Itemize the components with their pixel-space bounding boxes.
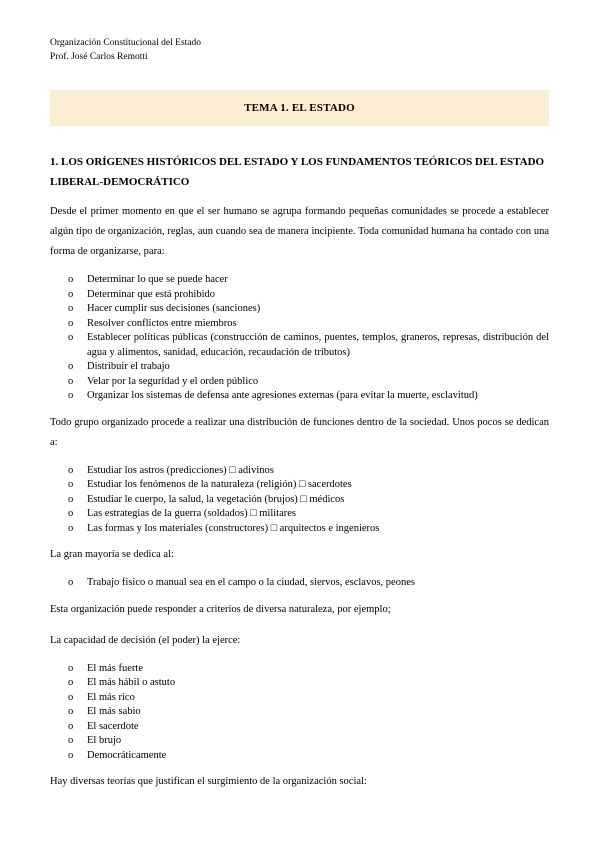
list-item [50, 576, 549, 591]
list-item-text: Velar por la seguridad y el orden público [87, 375, 259, 387]
bullet-icon: o [68, 375, 74, 387]
bullet-icon: o [68, 691, 74, 703]
list-item-text: El más sabio [87, 706, 141, 717]
list-item-text: Distribuir el trabajo [87, 361, 170, 372]
list-item [50, 734, 549, 749]
list-item [50, 478, 549, 493]
list-majority-work [50, 576, 549, 591]
list-item-text: Resolver conflictos entre miembros [87, 317, 237, 329]
list-item-text: Estudiar le cuerpo, la salud, la vegetación (brujos) □ médicos [87, 493, 345, 505]
list-item [50, 375, 549, 390]
list-item [50, 522, 549, 537]
list-functions [50, 464, 549, 537]
list-item-text: El más rico [87, 691, 135, 703]
list-item-text: Estudiar los fenómenos de la naturaleza (religión) □ sacerdotes [87, 479, 352, 490]
list-item [50, 691, 549, 706]
list-item [50, 360, 549, 375]
list-item [50, 705, 549, 720]
list-item [50, 493, 549, 508]
header-course: Organización Constitucional del Estado [50, 38, 201, 48]
bullet-icon: o [68, 288, 74, 300]
bullet-icon: o [68, 522, 74, 534]
list-item [50, 464, 549, 479]
bullet-icon: o [68, 361, 74, 372]
list-item [50, 389, 549, 404]
document-header [50, 36, 201, 64]
list-item-text: Democráticamente [87, 749, 167, 761]
bullet-icon: o [68, 390, 74, 401]
list-item-text: El brujo [87, 735, 122, 746]
bullet-icon: o [68, 706, 74, 717]
topic-title-band [50, 90, 549, 126]
list-item-text: Estudiar los astros (predicciones) □ adivinos [87, 464, 274, 476]
list-item-text: El más fuerte [87, 662, 143, 674]
list-item-text: Organizar los sistemas de defensa ante agresiones externas (para evitar la muerte, esclavitud) [87, 390, 478, 401]
bullet-icon: o [68, 303, 74, 314]
bullet-icon: o [68, 662, 74, 674]
list-item-text: El sacerdote [87, 720, 139, 732]
header-professor: Prof. José Carlos Remotti [50, 52, 148, 62]
list-item [50, 720, 549, 735]
list-item [50, 302, 549, 317]
bullet-icon: o [68, 332, 74, 343]
list-item [50, 317, 549, 332]
list-item-text: Establecer políticas públicas (construcción de caminos, puentes, templos, graneros, represas, distribución del agua y alimentos, sanidad, educación, recaudación de tributos) [87, 332, 549, 358]
paragraph: Esta organización puede responder a criterios de diversa naturaleza, por ejemplo; [50, 603, 391, 615]
list-organization-purposes [50, 273, 549, 404]
bullet-icon: o [68, 720, 74, 732]
list-item-text: Las estrategias de la guerra (soldados) □ militares [87, 508, 296, 519]
list-item [50, 273, 549, 288]
bullet-icon: o [68, 479, 74, 490]
section-heading: 1. LOS ORÍGENES HISTÓRICOS DEL ESTADO Y LOS FUNDAMENTOS TEÓRICOS DEL ESTADO LIBERAL-DEMOCRÁTICO [50, 156, 545, 188]
paragraph: Hay diversas teorías que justifican el surgimiento de la organización social: [50, 776, 367, 787]
paragraph: Desde el primer momento en que el ser humano se agrupa formando pequeñas comunidades se procede a establecer algún tipo de organización, reglas, aun cuando sea de manera incipiente. Toda comunidad humana ha contado con una forma de organizarse, para: [50, 206, 549, 257]
list-item-text: El más hábil o astuto [87, 677, 176, 688]
bullet-icon: o [68, 735, 74, 746]
bullet-icon: o [68, 508, 74, 519]
bullet-icon: o [68, 677, 74, 688]
bullet-icon: o [68, 577, 74, 588]
list-item-text: Determinar que está prohibido [87, 288, 215, 300]
list-item [50, 288, 549, 303]
document-body [50, 152, 549, 803]
list-item [50, 331, 549, 360]
list-item-text: Hacer cumplir sus decisiones (sanciones) [87, 303, 261, 314]
paragraph: La capacidad de decisión (el poder) la ejerce: [50, 634, 241, 646]
list-item-text: Determinar lo que se puede hacer [87, 274, 228, 285]
bullet-icon: o [68, 464, 74, 476]
list-power-holders [50, 662, 549, 764]
list-item [50, 662, 549, 677]
bullet-icon: o [68, 493, 74, 505]
bullet-icon: o [68, 274, 74, 285]
paragraph: La gran mayoría se dedica al: [50, 549, 174, 560]
bullet-icon: o [68, 317, 74, 329]
list-item [50, 749, 549, 764]
bullet-icon: o [68, 749, 74, 761]
paragraph: Todo grupo organizado procede a realizar una distribución de funciones dentro de la sociedad. Unos pocos se dedican a: [50, 416, 549, 448]
list-item-text: Trabajo físico o manual sea en el campo o la ciudad, siervos, esclavos, peones [87, 577, 415, 588]
topic-title: TEMA 1. EL ESTADO [244, 102, 355, 114]
list-item [50, 676, 549, 691]
list-item [50, 507, 549, 522]
list-item-text: Las formas y los materiales (constructores) □ arquitectos e ingenieros [87, 522, 380, 534]
